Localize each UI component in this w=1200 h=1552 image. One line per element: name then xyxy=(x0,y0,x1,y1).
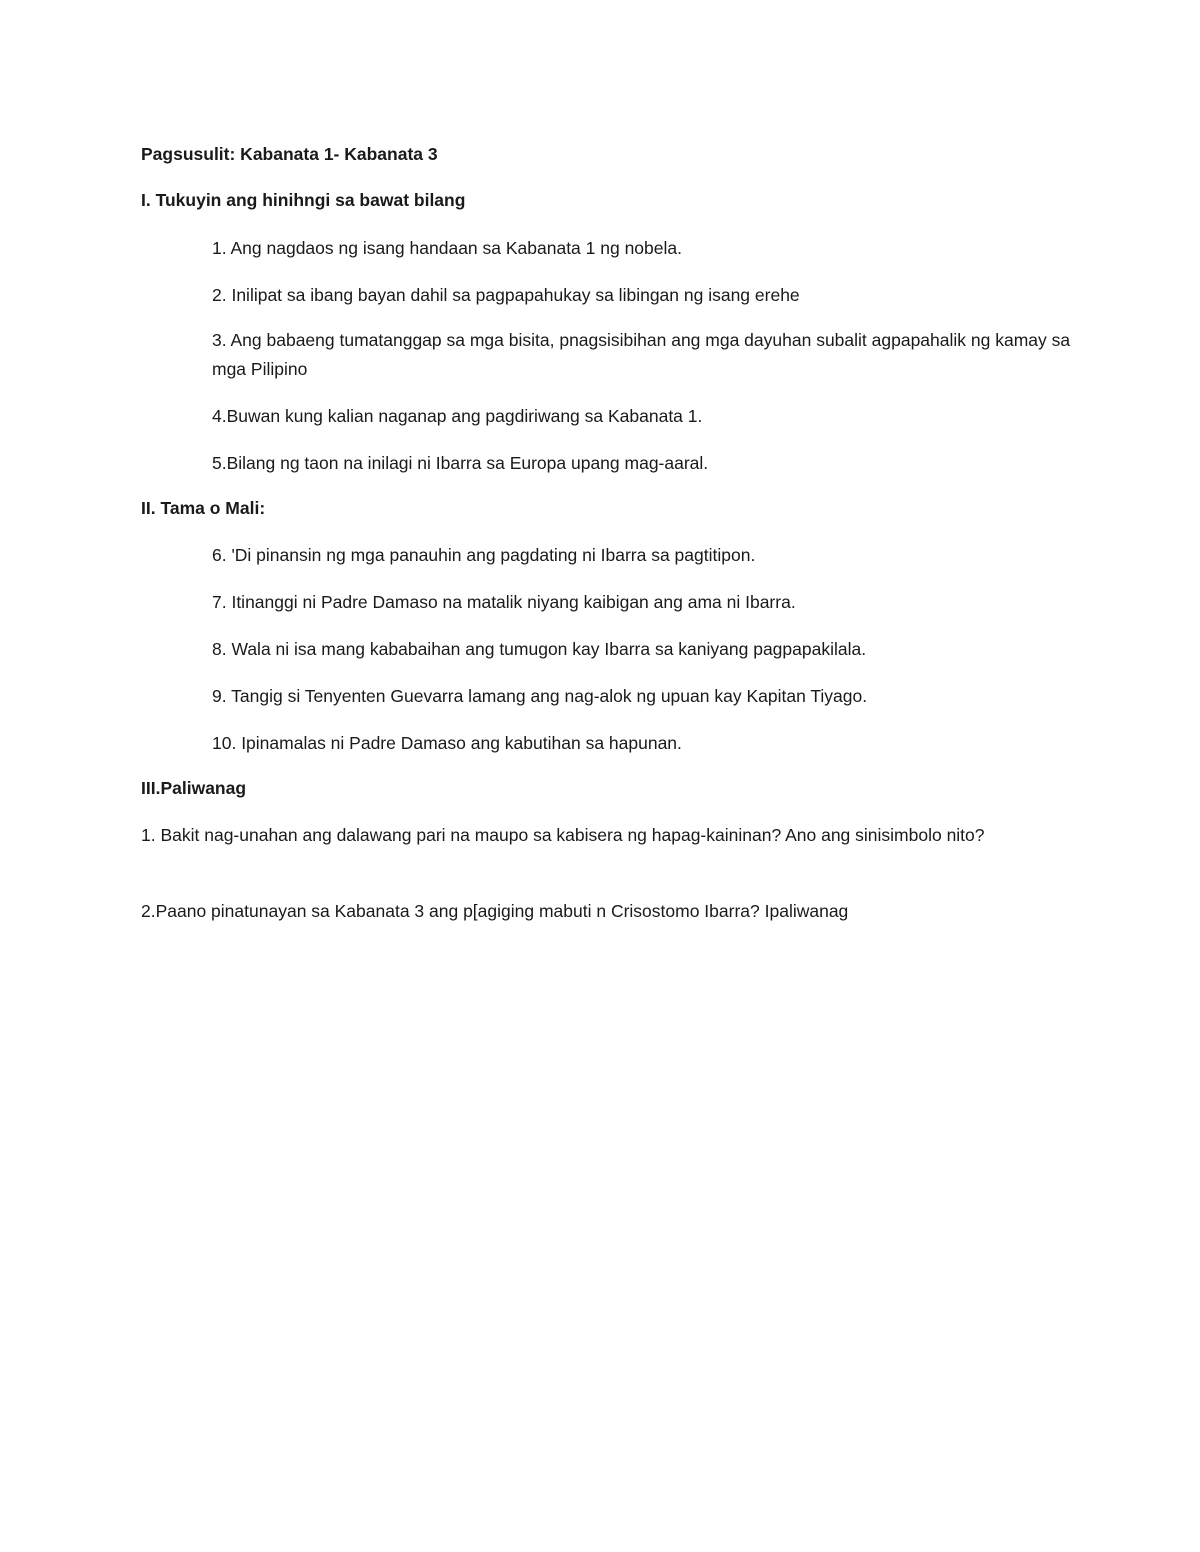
question-1: 1. Ang nagdaos ng isang handaan sa Kabanata 1 ng nobela. xyxy=(212,238,682,258)
section-1-heading: I. Tukuyin ang hinihngi sa bawat bilang xyxy=(141,190,466,210)
question-4: 4.Buwan kung kalian naganap ang pagdiriwang sa Kabanata 1. xyxy=(212,406,703,426)
question-8: 8. Wala ni isa mang kababaihan ang tumugon kay Ibarra sa kaniyang pagpapakilala. xyxy=(212,639,867,659)
question-2: 2. Inilipat sa ibang bayan dahil sa pagpapahukay sa libingan ng isang erehe xyxy=(212,285,800,305)
question-6: 6. 'Di pinansin ng mga panauhin ang pagdating ni Ibarra sa pagtitipon. xyxy=(212,545,756,565)
question-5: 5.Bilang ng taon na inilagi ni Ibarra sa Europa upang mag-aaral. xyxy=(212,453,709,473)
section-2-heading: II. Tama o Mali: xyxy=(141,498,266,518)
essay-question-2: 2.Paano pinatunayan sa Kabanata 3 ang p[agiging mabuti n Crisostomo Ibarra? Ipaliwanag xyxy=(141,901,849,921)
question-7: 7. Itinanggi ni Padre Damaso na matalik niyang kaibigan ang ama ni Ibarra. xyxy=(212,592,796,612)
question-3: 3. Ang babaeng tumatanggap sa mga bisita, pnagsisibihan ang mga dayuhan subalit agpapahalik ng kamay sa mga Pilipino xyxy=(212,330,1071,379)
question-10: 10. Ipinamalas ni Padre Damaso ang kabutihan sa hapunan. xyxy=(212,733,682,753)
question-9: 9. Tangig si Tenyenten Guevarra lamang ang nag-alok ng upuan kay Kapitan Tiyago. xyxy=(212,686,868,706)
document-title: Pagsusulit: Kabanata 1- Kabanata 3 xyxy=(141,144,438,164)
section-3-heading: III.Paliwanag xyxy=(141,778,247,798)
essay-question-1: 1. Bakit nag-unahan ang dalawang pari na maupo sa kabisera ng hapag-kaininan? Ano ang sinisimbolo nito? xyxy=(141,825,985,845)
